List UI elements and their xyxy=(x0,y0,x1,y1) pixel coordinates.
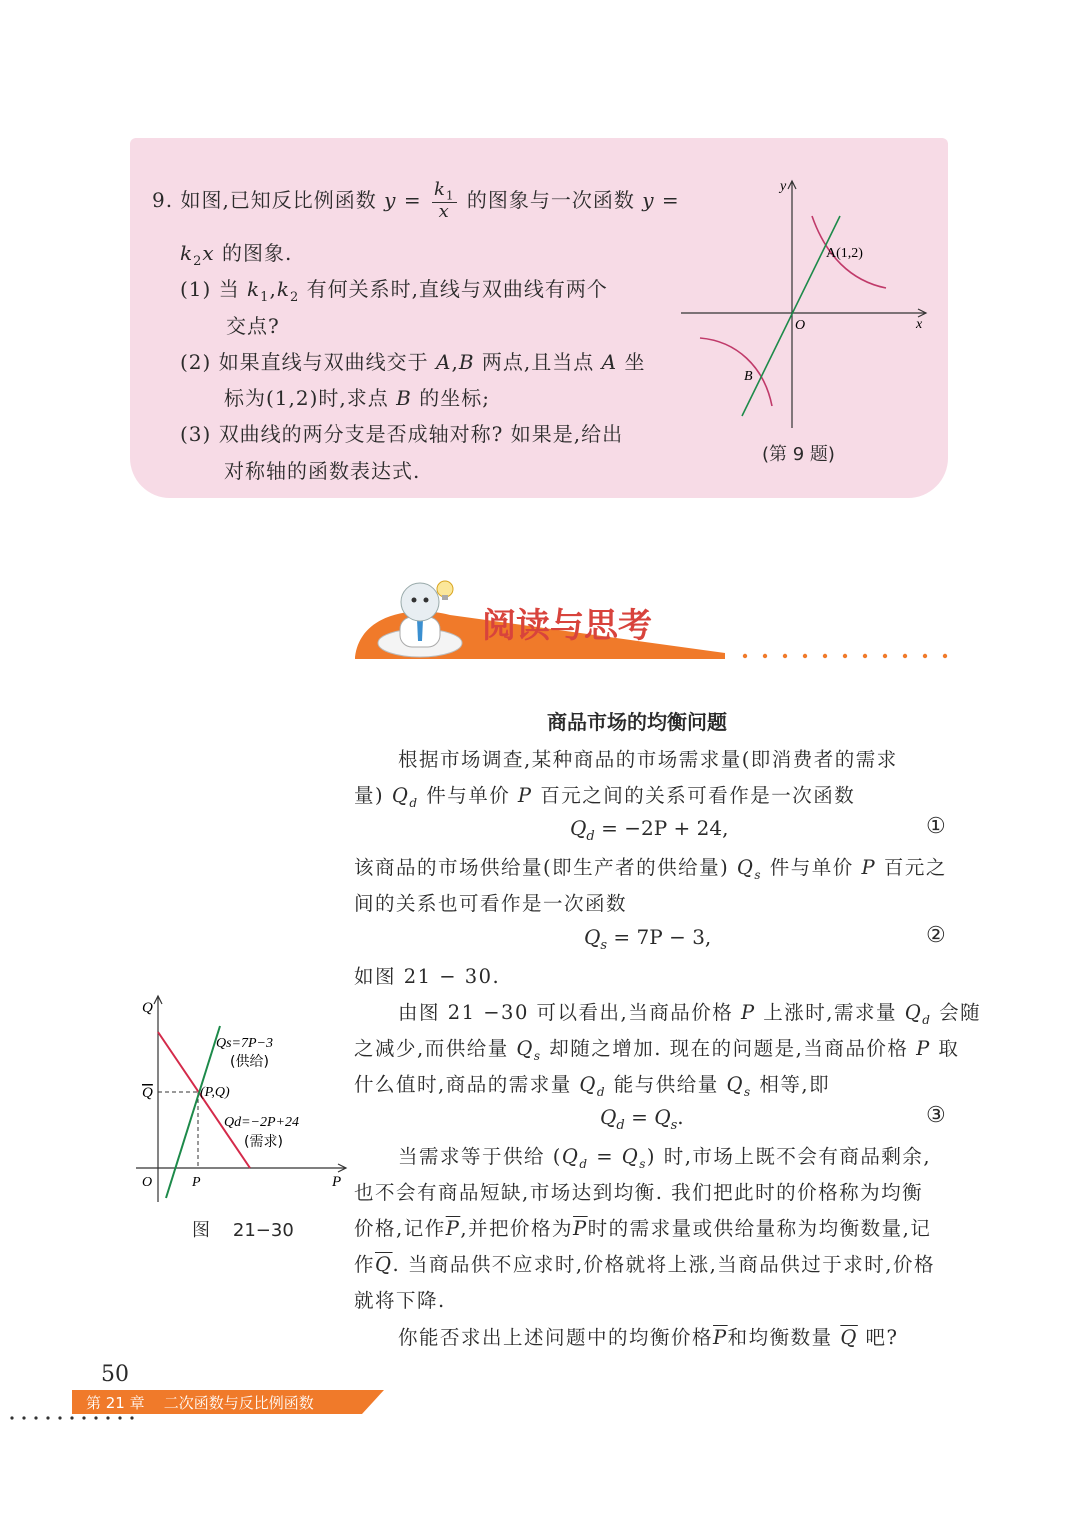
text: 作 xyxy=(354,1253,376,1276)
label-x: x xyxy=(916,317,923,332)
pbar-label: P xyxy=(192,1175,201,1190)
text: 量) xyxy=(354,784,392,807)
label-point-b: B xyxy=(744,369,753,384)
text: = xyxy=(624,1105,655,1129)
p4-line3 xyxy=(354,1069,830,1099)
var: Q xyxy=(516,1037,534,1060)
sub: s xyxy=(754,867,763,882)
text: (2) 如果直线与双曲线交于 xyxy=(180,350,437,374)
sub: d xyxy=(616,1118,625,1133)
text: 时的需求量或供给量称为均衡数量,记 xyxy=(587,1217,932,1240)
hyperbola-branch-2 xyxy=(700,338,772,406)
text: 的图象. xyxy=(214,241,293,265)
sub: s xyxy=(744,1084,752,1099)
var: k xyxy=(433,179,446,200)
var: k xyxy=(180,241,194,265)
exercise-number: 9. xyxy=(152,188,174,213)
text: 却随之增加. 现在的问题是,当商品价格 xyxy=(541,1037,917,1060)
p5-line2: 也不会有商品短缺,市场达到均衡. 我们把此时的价格称为均衡 xyxy=(354,1181,924,1204)
reading-banner xyxy=(350,575,960,665)
exercise-9-figure xyxy=(676,176,938,436)
var: k xyxy=(247,277,261,301)
text: 之减少,而供给量 xyxy=(354,1037,517,1060)
demand-equation: Qd=−2P+24 xyxy=(224,1115,300,1130)
reading-title: 阅读与思考 xyxy=(482,606,652,646)
sub: d xyxy=(586,829,595,844)
question-3: (3) 双曲线的两分支是否成轴对称? 如果是,给出 xyxy=(180,422,624,446)
axis-label-q: Q xyxy=(142,1000,153,1016)
text: 由图 21 −30 可以看出,当商品价格 xyxy=(398,1001,741,1024)
qbar-label: Q xyxy=(142,1085,153,1101)
text: = xyxy=(654,188,680,213)
question-2 xyxy=(180,346,645,375)
var-pbar: $\overline{P}$ xyxy=(573,1217,588,1240)
var: y xyxy=(384,188,397,213)
text: , xyxy=(451,350,459,374)
p4-line1 xyxy=(398,997,981,1027)
text: 价格,记作 xyxy=(354,1217,446,1240)
text: 件与单价 xyxy=(418,784,518,807)
var: Q xyxy=(904,1001,923,1024)
p4-line2 xyxy=(354,1033,959,1063)
var: x xyxy=(202,241,215,265)
page-number: 50 xyxy=(101,1362,129,1387)
p2-line1 xyxy=(354,852,947,882)
equilibrium-point: (P,Q) xyxy=(200,1085,230,1100)
text: 相等,即 xyxy=(751,1073,831,1096)
equation-2-number: ② xyxy=(926,923,946,948)
var: B xyxy=(396,386,412,410)
var: Q xyxy=(570,816,587,840)
text: 的图象与一次函数 xyxy=(459,188,643,213)
var-pbar: $\overline{P}$ xyxy=(713,1326,728,1349)
equation-1 xyxy=(570,816,728,844)
equation-3-number: ③ xyxy=(926,1103,946,1128)
sub: s xyxy=(639,1156,647,1171)
text: 标为(1,2)时,求点 xyxy=(224,386,397,410)
p5-line1 xyxy=(398,1141,931,1171)
var: Q xyxy=(654,1105,671,1129)
text: 的坐标; xyxy=(411,386,490,410)
text: 百元之间的关系可看作是一次函数 xyxy=(532,784,856,807)
var: P xyxy=(916,1037,931,1060)
text: (1) 当 xyxy=(180,277,248,301)
var-pbar: $\overline{P}$ xyxy=(445,1217,461,1240)
text: 会随 xyxy=(931,1001,982,1024)
text: = −2P + 24, xyxy=(594,816,729,840)
fraction-k1-over-x xyxy=(432,181,457,222)
text: 坐 xyxy=(617,350,646,374)
text: 两点,且当点 xyxy=(474,350,602,374)
sub: d xyxy=(579,1156,589,1171)
var: P xyxy=(517,784,533,807)
sub: 2 xyxy=(289,290,300,305)
chapter-bar xyxy=(72,1390,384,1414)
supply-name: (供给) xyxy=(230,1054,269,1070)
var: Q xyxy=(579,1073,597,1096)
var: Q xyxy=(621,1145,640,1168)
text: 能与供给量 xyxy=(606,1073,727,1096)
p6 xyxy=(398,1322,899,1350)
equation-3 xyxy=(600,1105,684,1133)
text: = 7P − 3, xyxy=(607,925,712,949)
text: , xyxy=(269,277,277,301)
label-origin: O xyxy=(795,318,806,333)
text: . 当商品供不应求时,价格就将上涨,当商品供过于求时,价格 xyxy=(392,1253,936,1276)
text: 取 xyxy=(930,1037,960,1060)
figure-21-30 xyxy=(132,990,350,1205)
var: Q xyxy=(726,1073,744,1096)
p3: 如图 21 − 30. xyxy=(354,965,501,988)
sub: 1 xyxy=(445,188,455,203)
question-1 xyxy=(180,273,608,305)
figure-9-caption: (第 9 题) xyxy=(762,444,835,465)
sub: s xyxy=(533,1048,542,1063)
text: . xyxy=(677,1105,684,1129)
sub: d xyxy=(596,1084,607,1099)
var: A xyxy=(436,350,452,374)
var: x xyxy=(438,201,450,223)
question-1-cont: 交点? xyxy=(226,314,280,338)
text: ,并把价格为 xyxy=(460,1217,574,1240)
var: Q xyxy=(736,856,755,879)
text: 该商品的市场供给量(即生产者的供给量) xyxy=(354,856,737,879)
sub: 1 xyxy=(260,290,270,305)
var: Q xyxy=(391,784,410,807)
var: Q xyxy=(600,1105,617,1129)
var: y xyxy=(642,188,655,213)
text: 件与单价 xyxy=(762,856,862,879)
question-2-cont xyxy=(224,382,490,411)
text: 上涨时,需求量 xyxy=(755,1001,905,1024)
p1-line1: 根据市场调查,某种商品的市场需求量(即消费者的需求 xyxy=(398,748,898,771)
label-point-a: A(1,2) xyxy=(826,246,863,261)
var: P xyxy=(861,856,877,879)
text: 吧? xyxy=(857,1326,899,1349)
text: 和均衡数量 xyxy=(727,1326,841,1349)
var: A xyxy=(601,350,618,374)
p1-line2 xyxy=(354,780,855,810)
exercise-line-2 xyxy=(180,237,292,269)
footer-dots xyxy=(8,1414,138,1422)
p5-line4 xyxy=(354,1249,935,1277)
banner-dots xyxy=(743,654,947,658)
origin-label: O xyxy=(142,1175,153,1190)
text: 有何关系时,直线与双曲线有两个 xyxy=(299,277,608,301)
sub: d xyxy=(922,1012,932,1027)
text: 你能否求出上述问题中的均衡价格 xyxy=(398,1326,714,1349)
text: = xyxy=(588,1145,622,1168)
sub: 2 xyxy=(193,254,203,269)
var: Q xyxy=(561,1145,580,1168)
text: ) 时,市场上既不会有商品剩余, xyxy=(646,1145,932,1168)
supply-equation: Qs=7P−3 xyxy=(216,1036,274,1051)
text: = xyxy=(396,188,429,213)
text: 百元之 xyxy=(876,856,947,879)
demand-line xyxy=(158,1032,250,1168)
var-qbar: $\overline{Q}$ xyxy=(375,1253,393,1276)
equation-1-number: ① xyxy=(926,814,946,839)
sub: s xyxy=(670,1118,678,1133)
sub: d xyxy=(409,795,419,810)
var-qbar: $\overline{Q}$ xyxy=(840,1326,858,1349)
demand-name: (需求) xyxy=(244,1134,283,1150)
var: Q xyxy=(584,925,601,949)
var: B xyxy=(458,350,475,374)
p5-line5: 就将下降. xyxy=(354,1289,446,1312)
label-y: y xyxy=(780,179,787,194)
chapter-label: 第 21 章 二次函数与反比例函数 xyxy=(86,1394,314,1412)
figure-21-30-caption: 图 21−30 xyxy=(192,1220,294,1241)
text: 什么值时,商品的需求量 xyxy=(354,1073,580,1096)
text: 当需求等于供给 ( xyxy=(398,1145,562,1168)
text: 如图,已知反比例函数 xyxy=(180,188,385,213)
exercise-line-1 xyxy=(152,181,680,222)
p5-line3 xyxy=(354,1213,931,1241)
var: P xyxy=(740,1001,756,1024)
var: k xyxy=(276,277,290,301)
axis-label-p: P xyxy=(332,1174,342,1190)
p2-line2: 间的关系也可看作是一次函数 xyxy=(354,892,628,915)
equation-2 xyxy=(584,925,711,953)
question-3-cont: 对称轴的函数表达式. xyxy=(224,459,421,483)
article-title: 商品市场的均衡问题 xyxy=(547,710,727,734)
sub: s xyxy=(600,938,608,953)
